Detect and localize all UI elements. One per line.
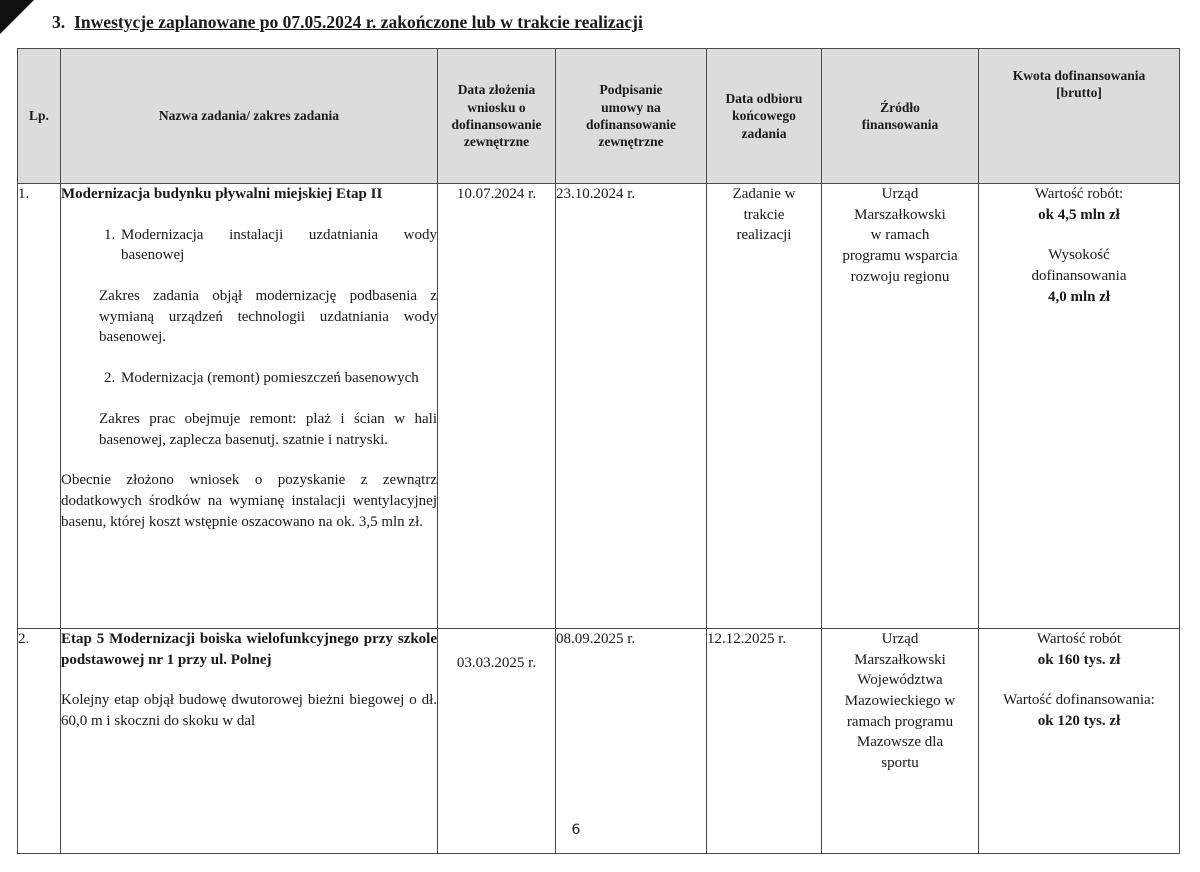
funding-source xyxy=(822,184,979,629)
section-heading xyxy=(52,12,643,33)
text-line: Zadanie w xyxy=(732,186,796,202)
header-line: zewnętrzne xyxy=(463,134,530,150)
header-line: Data odbioru xyxy=(725,91,803,107)
header-line: dofinansowanie xyxy=(585,117,677,132)
task-title: Etap 5 Modernizacji boiska wielofunkcyjnego przy szkole podstawowej nr 1 przy ul. Polnej xyxy=(61,631,437,668)
header-line: Data złożenia xyxy=(457,82,536,98)
header-line: końcowego xyxy=(732,108,796,124)
header-line: Kwota dofinansowania xyxy=(1012,68,1146,83)
task-cell xyxy=(61,184,438,629)
funding-value-label: Wysokość xyxy=(1048,247,1110,264)
header-application-date xyxy=(438,49,556,184)
funding-amount xyxy=(979,184,1180,629)
text-line: Marszałkowski xyxy=(854,651,946,668)
task-description: Kolejny etap objął budowę dwutorowej bieżni biegowej o dł. 60,0 m i skoczni do skoku w dal xyxy=(61,692,437,730)
task-item: 1. Modernizacja instalacji uzdatniania wody basenowej xyxy=(119,225,437,266)
works-value-label: Wartość robót xyxy=(1036,631,1122,647)
text-line: w ramach xyxy=(870,227,930,244)
funding-value-label: Wartość dofinansowania: xyxy=(1003,692,1155,709)
text-line: trakcie xyxy=(743,206,785,223)
funding-value: ok 120 tys. zł xyxy=(1037,713,1121,730)
text-line: sportu xyxy=(881,755,919,772)
row-lp: 1. xyxy=(18,184,61,629)
scan-corner-mark xyxy=(0,0,34,34)
header-funding-source xyxy=(822,49,979,184)
text-line: Urząd xyxy=(881,186,919,202)
acceptance-date xyxy=(707,184,822,629)
application-date: 03.03.2025 r. xyxy=(438,629,556,854)
task-title: Modernizacja budynku pływalni miejskiej Etap II xyxy=(61,186,383,202)
funding-source xyxy=(822,629,979,854)
text-line: Mazowsze dla xyxy=(856,734,944,751)
works-value: ok 160 tys. zł xyxy=(1037,651,1121,668)
header-line: finansowania xyxy=(861,117,939,132)
table-row xyxy=(18,184,1180,629)
task-item-list xyxy=(61,225,437,266)
section-title-text: Inwestycje zaplanowane po 07.05.2024 r. zakończone lub w trakcie realizacji xyxy=(74,12,643,32)
header-acceptance-date xyxy=(707,49,822,184)
task-cell xyxy=(61,629,438,854)
task-item: 2. Modernizacja (remont) pomieszczeń basenowych xyxy=(119,368,437,389)
funding-amount xyxy=(979,629,1180,854)
text-line: ramach programu xyxy=(846,713,954,730)
table-row xyxy=(18,629,1180,854)
funding-value: 4,0 mln zł xyxy=(1047,288,1111,305)
task-note: Obecnie złożono wniosek o pozyskanie z zewnątrz dodatkowych środków na wymianę instalacji wentylacyjnej basenu, której koszt wstępnie oszacowano na ok. 3,5 mln zł. xyxy=(61,472,437,530)
header-line: umowy na xyxy=(601,99,661,115)
text-line: Marszałkowski xyxy=(854,206,946,223)
investments-table xyxy=(17,48,1180,854)
text-line: Urząd xyxy=(881,631,919,647)
section-number: 3. xyxy=(52,12,66,32)
works-value-label: Wartość robót: xyxy=(1034,186,1124,202)
page-number: 6 xyxy=(571,822,581,838)
header-line: zadania xyxy=(741,125,787,141)
header-line: zewnętrzne xyxy=(598,134,664,150)
acceptance-date: 12.12.2025 r. xyxy=(707,629,822,854)
header-line: dofinansowanie xyxy=(451,117,542,132)
works-value: ok 4,5 mln zł xyxy=(1038,206,1120,223)
row-lp: 2. xyxy=(18,629,61,854)
text-line: Mazowieckiego w xyxy=(844,693,956,710)
application-date: 10.07.2024 r. xyxy=(438,184,556,629)
header-lp: Lp. xyxy=(18,49,61,184)
header-line: Źródło xyxy=(880,99,920,115)
header-line: [brutto] xyxy=(1056,85,1102,101)
agreement-date: 08.09.2025 r. xyxy=(556,629,707,854)
header-task-name: Nazwa zadania/ zakres zadania xyxy=(61,49,438,184)
task-item-description: Zakres zadania objął modernizację podbasenia z wymianą urządzeń technologii uzdatniania wody basenowej. xyxy=(99,288,437,346)
header-line: wniosku o xyxy=(467,99,526,115)
text-line: realizacji xyxy=(736,227,792,244)
table-header-row xyxy=(18,49,1180,184)
header-amount xyxy=(979,49,1180,184)
agreement-date: 23.10.2024 r. xyxy=(556,184,707,629)
task-item-description: Zakres prac obejmuje remont: plaż i ścian w hali basenowej, zaplecza basenutj. szatnie i natryski. xyxy=(99,410,437,448)
header-line: Podpisanie xyxy=(599,82,663,98)
text-line: Województwa xyxy=(857,672,943,689)
header-agreement-date xyxy=(556,49,707,184)
text-line: programu wsparcia xyxy=(842,248,958,265)
funding-value-label: dofinansowania xyxy=(1031,268,1127,285)
task-item-list xyxy=(61,368,437,389)
text-line: rozwoju regionu xyxy=(850,268,950,285)
